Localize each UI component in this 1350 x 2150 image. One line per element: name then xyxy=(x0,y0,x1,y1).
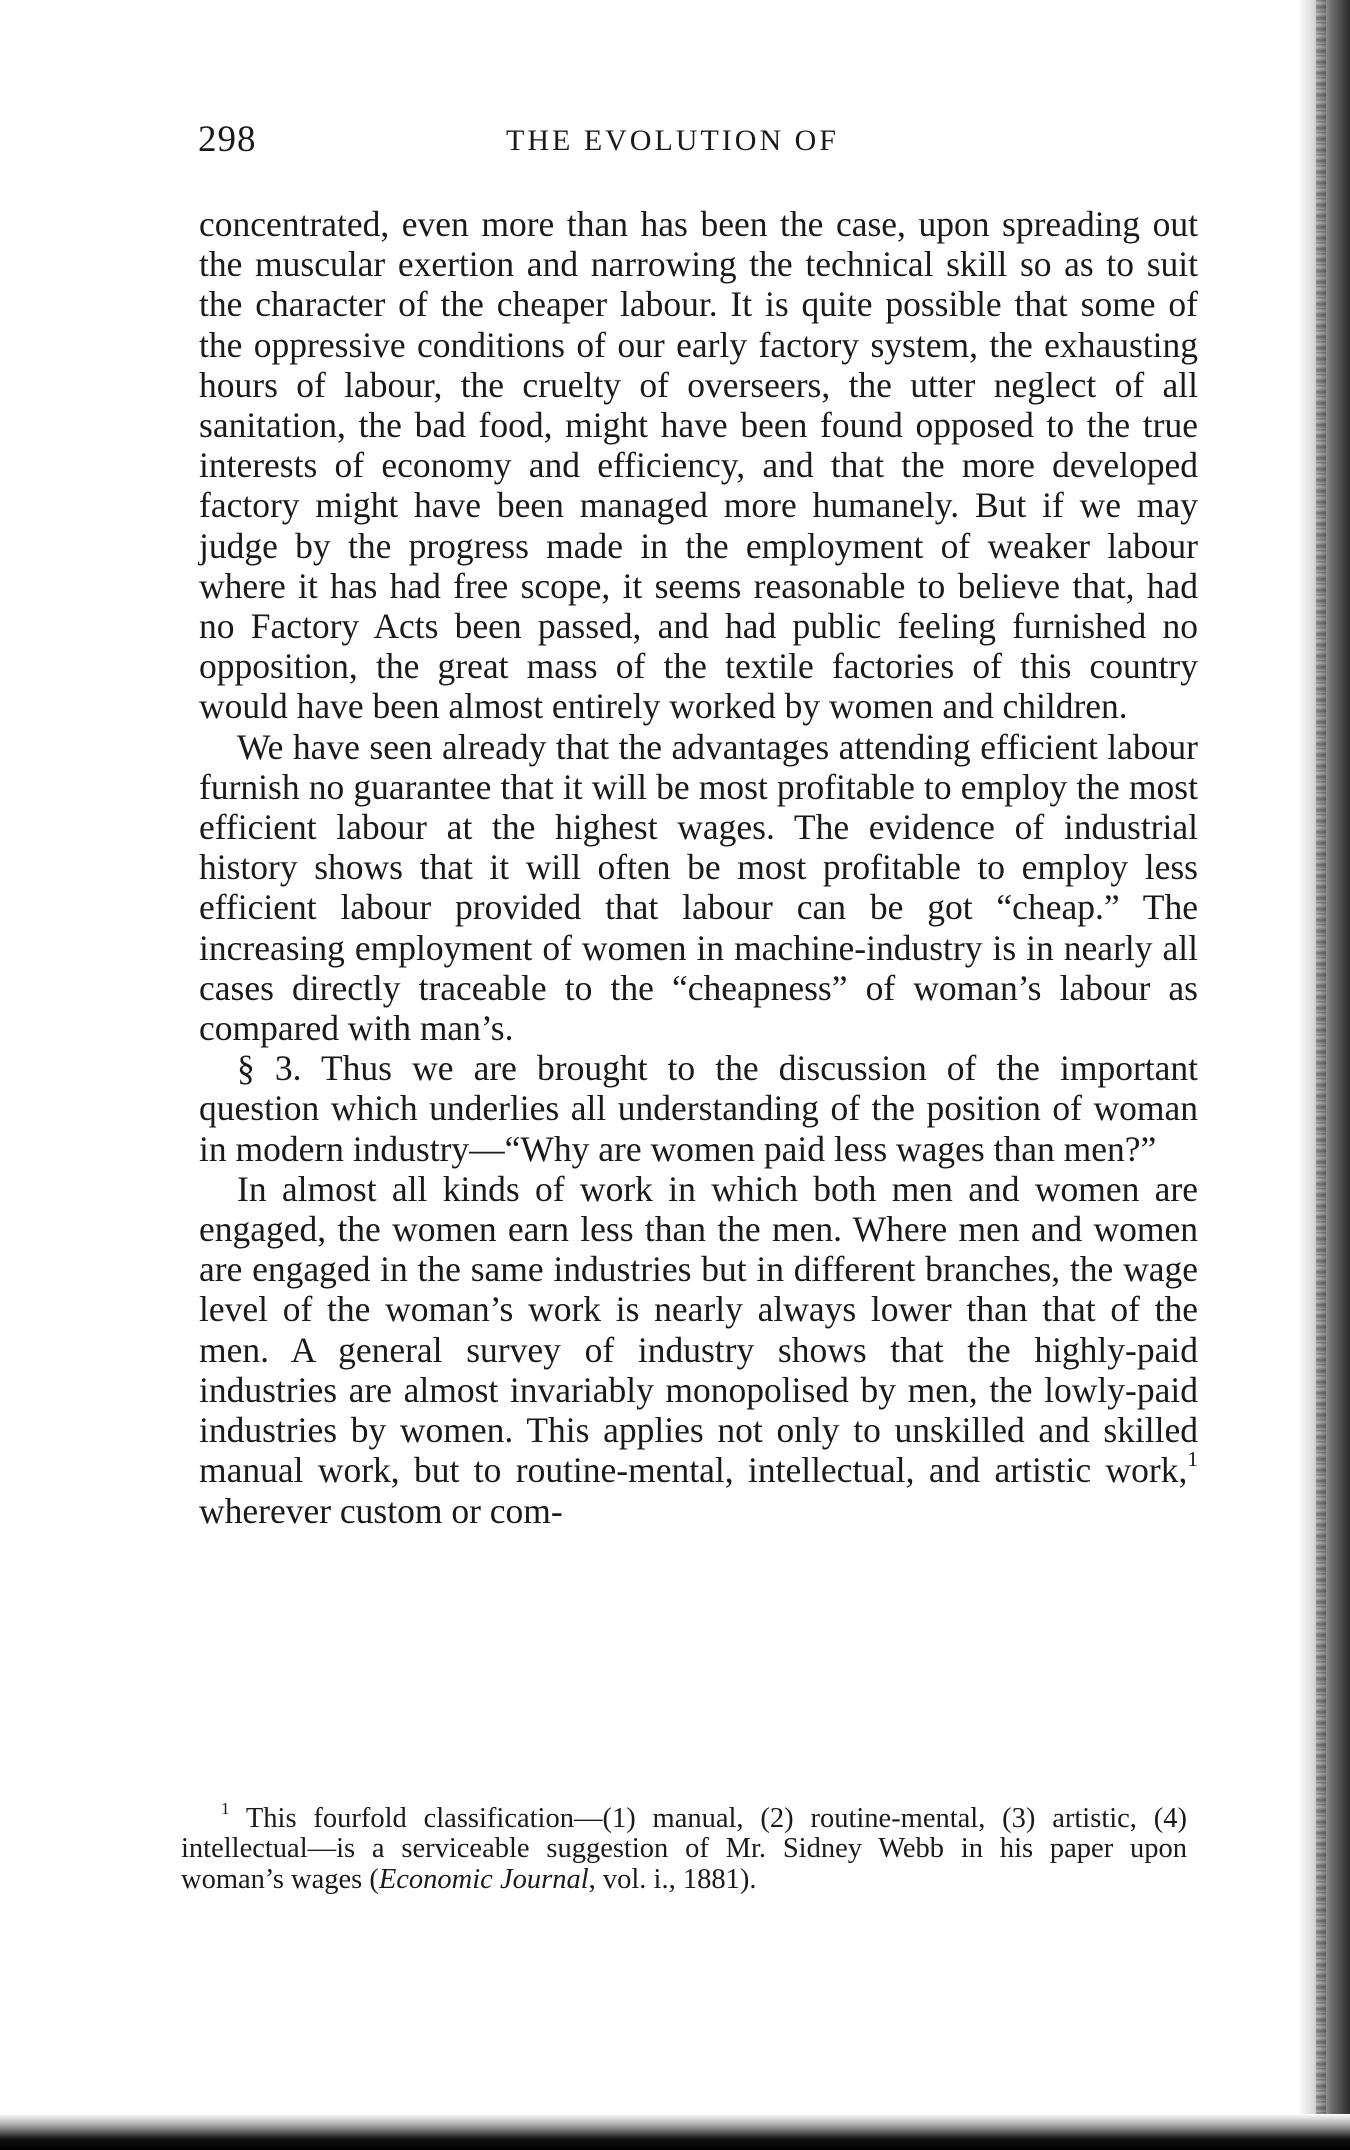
paragraph-2: We have seen already that the advantages attending efficient labour furnish no guarantee that it will be most profitable to employ the most efficient labour at the highest wages. The evidence of industrial history shows that it will often be most profitable to employ less efficient labour provided that labour can be got “cheap.” The increasing employment of women in machine-industry is in nearly all cases directly traceable to the “cheapness” of woman’s labour as compared with man’s. xyxy=(199,726,1198,1049)
footnote-marker: 1 xyxy=(221,1799,230,1819)
paragraph-3: § 3. Thus we are brought to the discussion of the important question which underlies all understanding of the position of woman in modern industry—“Why are women paid less wages than men?” xyxy=(199,1048,1198,1169)
footnote xyxy=(181,1799,1187,1895)
footnote-journal-title: Economic Journal xyxy=(378,1863,589,1895)
page-number: 298 xyxy=(198,119,257,160)
paragraph-4-text: In almost all kinds of work in which both men and women are engaged, the women earn less than the men. Where men and women are engaged in the same industries but in different branches, the wage level of the woman’s work is nearly always lower than that of the men. A general survey of industry shows that the highly-paid industries are almost invariably monopolised by men, the lowly-paid industries by women. This applies not only to unskilled and skilled manual work, but to routine-mental, intellectual, and artistic work, xyxy=(199,1168,1198,1491)
page-header xyxy=(198,118,1198,168)
running-head: THE EVOLUTION OF xyxy=(506,124,839,157)
body-text xyxy=(199,204,1198,1531)
footnote-reference: 1 xyxy=(1187,1447,1198,1472)
page-bottom-edge xyxy=(0,2114,1350,2150)
paragraph-1: concentrated, even more than has been the case, upon spreading out the muscular exertion and narrowing the technical skill so as to suit the character of the cheaper labour. It is quite possible that some of the oppressive conditions of our early factory system, the exhausting hours of labour, the cruelty of overseers, the utter neglect of all sanitation, the bad food, might have been found opposed to the true interests of economy and efficiency, and that the more developed factory might have been managed more humanely. But if we may judge by the progress made in the employment of weaker labour where it has had free scope, it seems reasonable to believe that, had no Factory Acts been passed, and had public feeling furnished no opposition, the great mass of the textile factories of this country would have been almost entirely worked by women and children. xyxy=(199,204,1198,727)
footnote-text: This fourfold classification—(1) manual, (2) routine-mental, (3) artistic, (4) intellectual—is a serviceable suggestion of Mr. Sidney Webb in his paper upon woman’s wages ( xyxy=(181,1803,1187,1895)
paragraph-4-continuation: wherever custom or com- xyxy=(199,1490,563,1531)
footnote-text-end: , vol. i., 1881). xyxy=(588,1863,757,1895)
page-binding-edge xyxy=(1298,0,1350,2150)
paragraph-4 xyxy=(199,1169,1198,1531)
